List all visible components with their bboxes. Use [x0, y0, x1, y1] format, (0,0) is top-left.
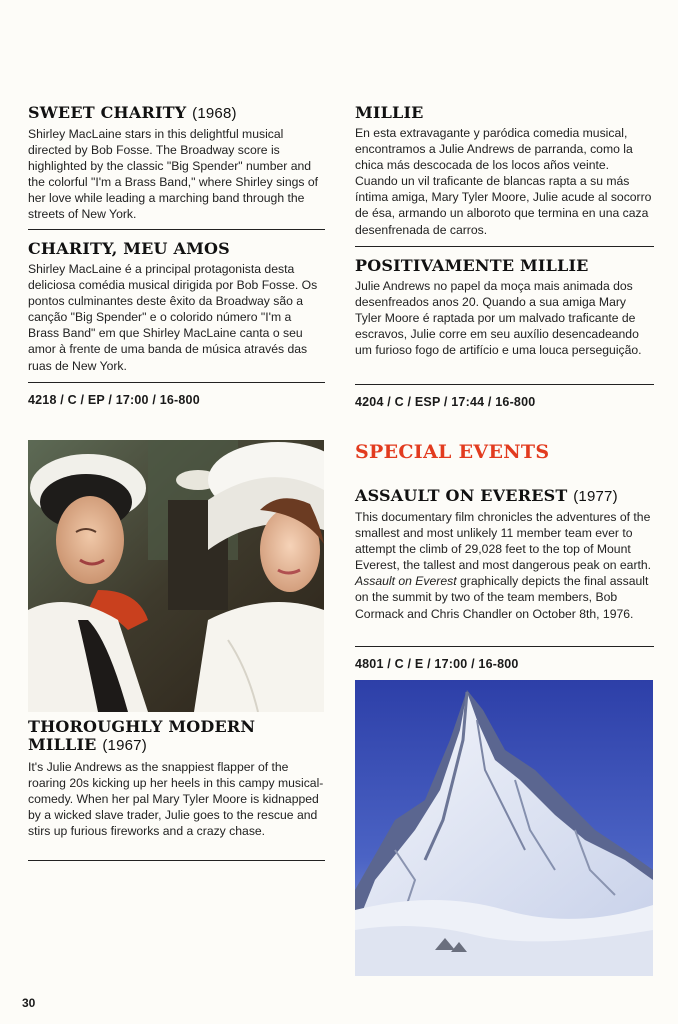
entry-assault-on-everest — [355, 487, 653, 622]
title-millie-es: MILLIE — [355, 103, 424, 122]
catalog-code-everest: 4801 / C / E / 17:00 / 16-800 — [355, 657, 519, 671]
section-heading-special-events: SPECIAL EVENTS — [355, 441, 550, 463]
entry-positivamente-millie — [355, 257, 653, 358]
title-charity-meu-amor: CHARITY, MEU AMOS — [28, 239, 230, 258]
year-sweet-charity: (1968) — [192, 105, 237, 122]
title-assault-on-everest: ASSAULT ON EVEREST (1977) — [355, 486, 618, 505]
description-millie-es: En esta extravagante y paródica comedia musical, encontramos a Julie Andrews de parranda, como la chica más descocada de los locos años veinte. Cuando un vil traficante de blancas rapta a su más íntima amiga, Mary Tyler Moore, Julie acude al socorro de ésa, armando un alboroto que termina en una caza desenfrenada de carros. — [355, 126, 652, 237]
film-still-photo — [28, 440, 324, 712]
entry-millie-es — [355, 104, 653, 238]
mountain-photo-icon — [355, 680, 653, 976]
description-positivamente-millie: Julie Andrews no papel da moça mais animada dos desenfreados anos 20. Quando a sua amiga Mary Tyler Moore é raptada por um malvado traficante de escravos, Julie corre em seu auxílio desencadeando um furioso fogo de artifício e uma louca perseguição. — [355, 279, 642, 358]
description-thoroughly-modern-millie: It's Julie Andrews as the snappiest flapper of the roaring 20s kicking up her heels in this campy musical-comedy. When her pal Mary Tyler Moore is kidnapped by a wicked slave trader, Julie goes to the rescue and stirs up furious fireworks and a crazy chase. — [28, 760, 324, 839]
catalog-code-millie: 4204 / C / ESP / 17:44 / 16-800 — [355, 395, 536, 409]
description-charity-meu-amor: Shirley MacLaine é a principal protagonista desta deliciosa comédia musical dirigida por Bob Fosse. Os pontos culminantes deste êxito da Broadway são a canção "Big Spender" e o colorido número "I'm a Brass Band" em que Shirley MacLaine canta o seu amor à frente de uma banda de música através das ruas de New York. — [28, 262, 318, 373]
entry-thoroughly-modern-millie — [28, 718, 324, 839]
divider — [28, 382, 325, 383]
entry-charity-meu-amor — [28, 240, 324, 374]
divider — [355, 384, 654, 385]
title-sweet-charity: SWEET CHARITY (1968) — [28, 103, 237, 122]
title-positivamente-millie: POSITIVAMENTE MILLIE — [355, 256, 589, 275]
year-thoroughly-modern-millie: (1967) — [102, 737, 147, 754]
description-assault-on-everest: This documentary film chronicles the adventures of the smallest and most unlikely 11 member team ever to attempt the climb of 29,028 feet to the top of Mount Everest, the tallest and most dangerous peak on earth. Assault on Everest graphically depicts the final assault on the summit by two of the team members, Bob Cormack and Chris Chandler on October 8th, 1976. — [355, 510, 652, 621]
film-still-photo-icon — [28, 440, 324, 712]
mountain-photo — [355, 680, 653, 976]
description-sweet-charity: Shirley MacLaine stars in this delightful musical directed by Bob Fosse. The Broadway score is highlighted by the classic "Big Spender" number and the colorful "I'm a Brass Band," where Shirley sings of her love while leading a marching band through the streets of New York. — [28, 127, 319, 222]
catalog-code-sweet-charity: 4218 / C / EP / 17:00 / 16-800 — [28, 393, 200, 407]
title-thoroughly-modern-millie: THOROUGHLY MODERN MILLIE (1967) — [28, 717, 256, 754]
divider — [28, 860, 325, 861]
year-assault-on-everest: (1977) — [573, 488, 618, 505]
page-number: 30 — [22, 996, 36, 1010]
entry-sweet-charity — [28, 104, 324, 223]
divider — [355, 246, 654, 247]
divider — [28, 229, 325, 230]
divider — [355, 646, 654, 647]
